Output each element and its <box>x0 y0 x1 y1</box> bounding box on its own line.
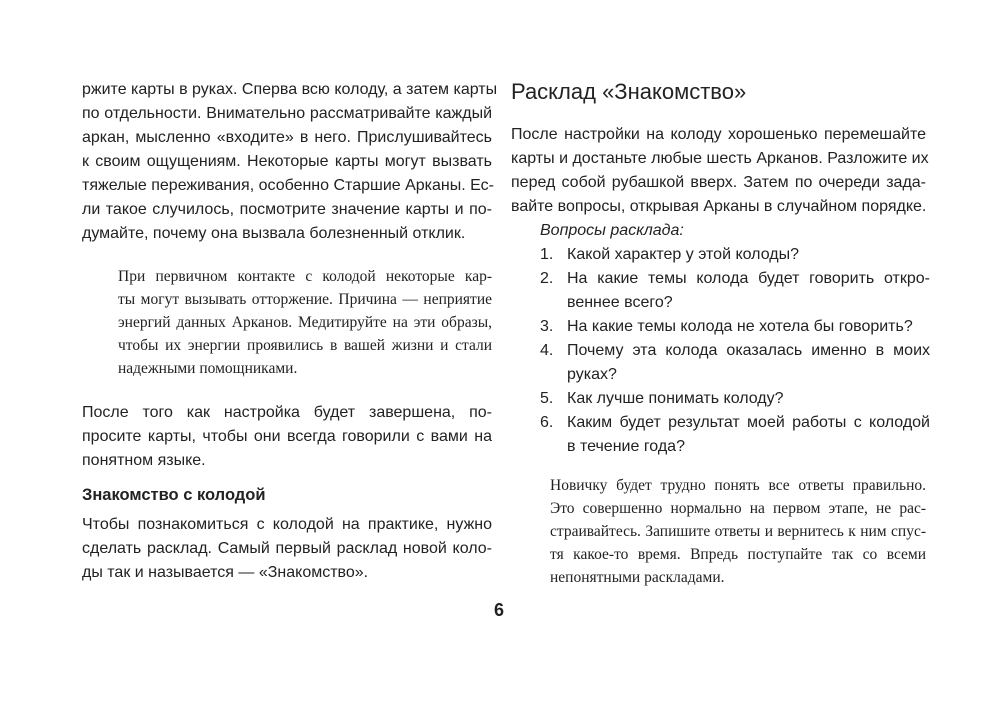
text-line: тяжелые переживания, особенно Старшие Арканы. Ес- <box>82 177 494 194</box>
text-line: понятном языке. <box>82 452 206 469</box>
right-quote <box>550 474 926 589</box>
text-line: ли такое случилось, посмотрите значение карты и по- <box>82 201 492 218</box>
text-line: надежными помощниками. <box>118 360 298 377</box>
list-item <box>540 411 930 459</box>
text-line: При первичном контакте с колодой некоторые кар- <box>118 268 492 285</box>
text-line: ржите карты в руках. Сперва всю колоду, а затем карты <box>82 81 498 98</box>
text-line: Это совершенно нормально на первом этапе, не рас- <box>550 500 926 517</box>
text-line: просите карты, чтобы они всегда говорили с вами на <box>82 428 492 445</box>
text-line: чтобы их энергии проявились в вашей жизни и стали <box>118 337 492 354</box>
list-number: 3. <box>540 318 554 335</box>
text-line: После того как настройка будет завершена, по- <box>82 404 492 421</box>
list-item-text: Как лучше понимать колоду? <box>567 390 784 407</box>
list-item-text: Почему эта колода оказалась именно в моих <box>567 342 930 359</box>
text-line: непонятными раскладами. <box>550 569 725 586</box>
left-para-2 <box>82 401 492 473</box>
right-para-1 <box>511 123 929 219</box>
text-line: ды так и называется — «Знакомство». <box>82 564 369 581</box>
list-item-text: в течение года? <box>567 438 685 455</box>
text-line: аркан, мысленно «входите» в него. Прислушивайтесь <box>82 129 492 146</box>
list-number: 4. <box>540 342 554 359</box>
list-number: 2. <box>540 270 554 287</box>
list-item <box>540 315 930 339</box>
text-line: страивайтесь. Запишите ответы и вернитесь к ним спус- <box>550 523 926 540</box>
list-item-text: руках? <box>567 366 617 383</box>
text-line: перед собой рубашкой вверх. Затем по очереди зада- <box>511 174 926 191</box>
list-item <box>540 339 930 387</box>
page-title: Расклад «Знакомство» <box>511 79 747 104</box>
list-item <box>540 243 930 267</box>
list-title: Вопросы расклада: <box>540 222 684 239</box>
text-line: по отдельности. Внимательно рассматривайте каждый <box>82 105 492 122</box>
list-item <box>540 267 930 315</box>
text-line: думайте, почему она вызвала болезненный отклик. <box>82 225 466 242</box>
text-line: После настройки на колоду хорошенько перемешайте <box>511 126 926 143</box>
text-line: тя какое-то время. Впредь поступайте так со всеми <box>550 546 926 563</box>
list-item <box>540 387 930 411</box>
text-line: вайте вопросы, открывая Арканы в случайном порядке. <box>511 198 927 215</box>
left-para-3 <box>82 513 492 585</box>
text-line: ты могут вызывать отторжение. Причина — неприятие <box>118 291 492 308</box>
list-item-text: Каким будет результат моей работы с колодой <box>567 414 930 431</box>
list-number: 1. <box>540 246 554 263</box>
left-quote <box>118 265 492 380</box>
text-line: Новичку будет трудно понять все ответы правильно. <box>550 477 926 494</box>
page-number: 6 <box>494 600 505 620</box>
left-para-1 <box>82 78 498 246</box>
text-line: карты и достаньте любые шесть Арканов. Разложите их <box>511 150 929 167</box>
list-item-text: На какие темы колода будет говорить откро- <box>567 270 930 287</box>
text-line: энергий данных Арканов. Медитируйте на эти образы, <box>118 314 492 331</box>
list-item-text: Какой характер у этой колоды? <box>567 246 799 263</box>
text-line: Чтобы познакомиться с колодой на практике, нужно <box>82 516 492 533</box>
list-number: 5. <box>540 390 554 407</box>
list-item-text: веннее всего? <box>567 294 673 311</box>
text-line: к своим ощущениям. Некоторые карты могут вызвать <box>82 153 492 170</box>
list-number: 6. <box>540 414 554 431</box>
text-line: сделать расклад. Самый первый расклад новой коло- <box>82 540 492 557</box>
section-heading: Знакомство с колодой <box>82 486 266 504</box>
list-item-text: На какие темы колода не хотела бы говорить? <box>567 318 913 335</box>
